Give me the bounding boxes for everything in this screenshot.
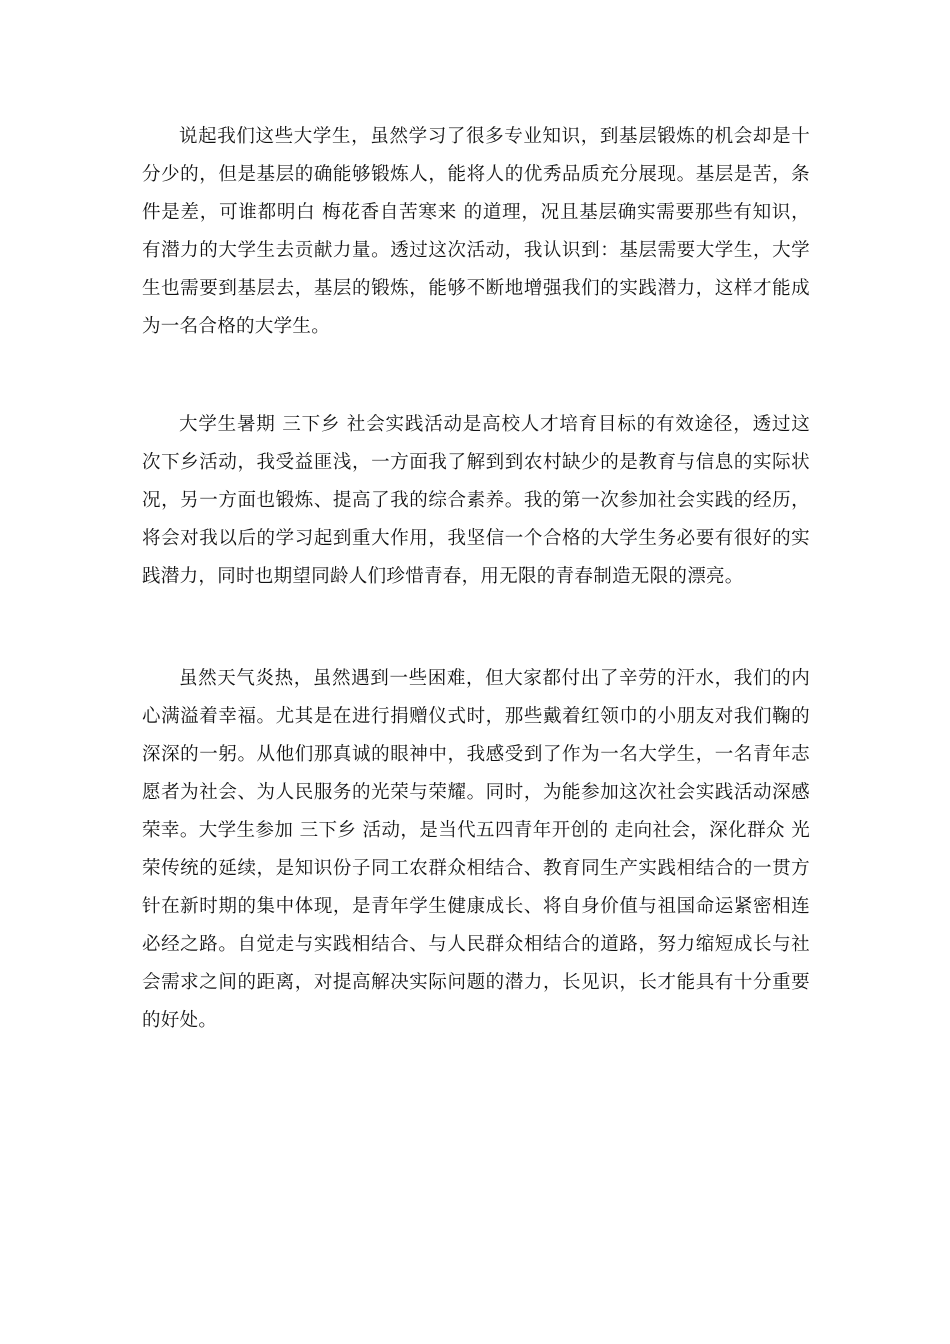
paragraph-summer-practice: 大学生暑期 三下乡 社会实践活动是高校人才培育目标的有效途径，透过这次下乡活动，我受益匪浅，一方面我了解到到农村缺少的是教育与信息的实际状况，另一方面也锻炼、提高了我的综合素养。我的第一次参加社会实践的经历，将会对我以后的学习起到重大作用，我坚信一个合格的大学生务必要有很好的实践潜力，同时也期望同龄人们珍惜青春，用无限的青春制造无限的漂亮。 (142, 414, 810, 587)
paragraph-grassroots: 说起我们这些大学生，虽然学习了很多专业知识，到基层锻炼的机会却是十分少的，但是基层的确能够锻炼人，能将人的优秀品质充分展现。基层是苦，条件是差，可谁都明白 梅花香自苦寒来 的道理，况且基层确实需要那些有知识，有潜力的大学生去贡献力量。透过这次活动，我认识到：基层需要大学生，大学生也需要到基层去，基层的锻炼，能够不断地增强我们的实践潜力，这样才能成为一名合格的大学生。 (142, 126, 810, 337)
paragraph-donation-ceremony: 虽然天气炎热，虽然遇到一些困难，但大家都付出了辛劳的汗水，我们的内心满溢着幸福。尤其是在进行捐赠仪式时，那些戴着红领巾的小朋友对我们鞠的深深的一躬。从他们那真诚的眼神中，我感受到了作为一名大学生，一名青年志愿者为社会、为人民服务的光荣与荣耀。同时，为能参加这次社会实践活动深感荣幸。大学生参加 三下乡 活动，是当代五四青年开创的 走向社会，深化群众 光荣传统的延续，是知识份子同工农群众相结合、教育同生产实践相结合的一贯方针在新时期的集中体现，是青年学生健康成长、将自身价值与祖国命运紧密相连必经之路。自觉走与实践相结合、与人民群众相结合的道路，努力缩短成长与社会需求之间的距离，对提高解决实际问题的潜力，长见识，长才能具有十分重要的好处。 (142, 668, 810, 1031)
